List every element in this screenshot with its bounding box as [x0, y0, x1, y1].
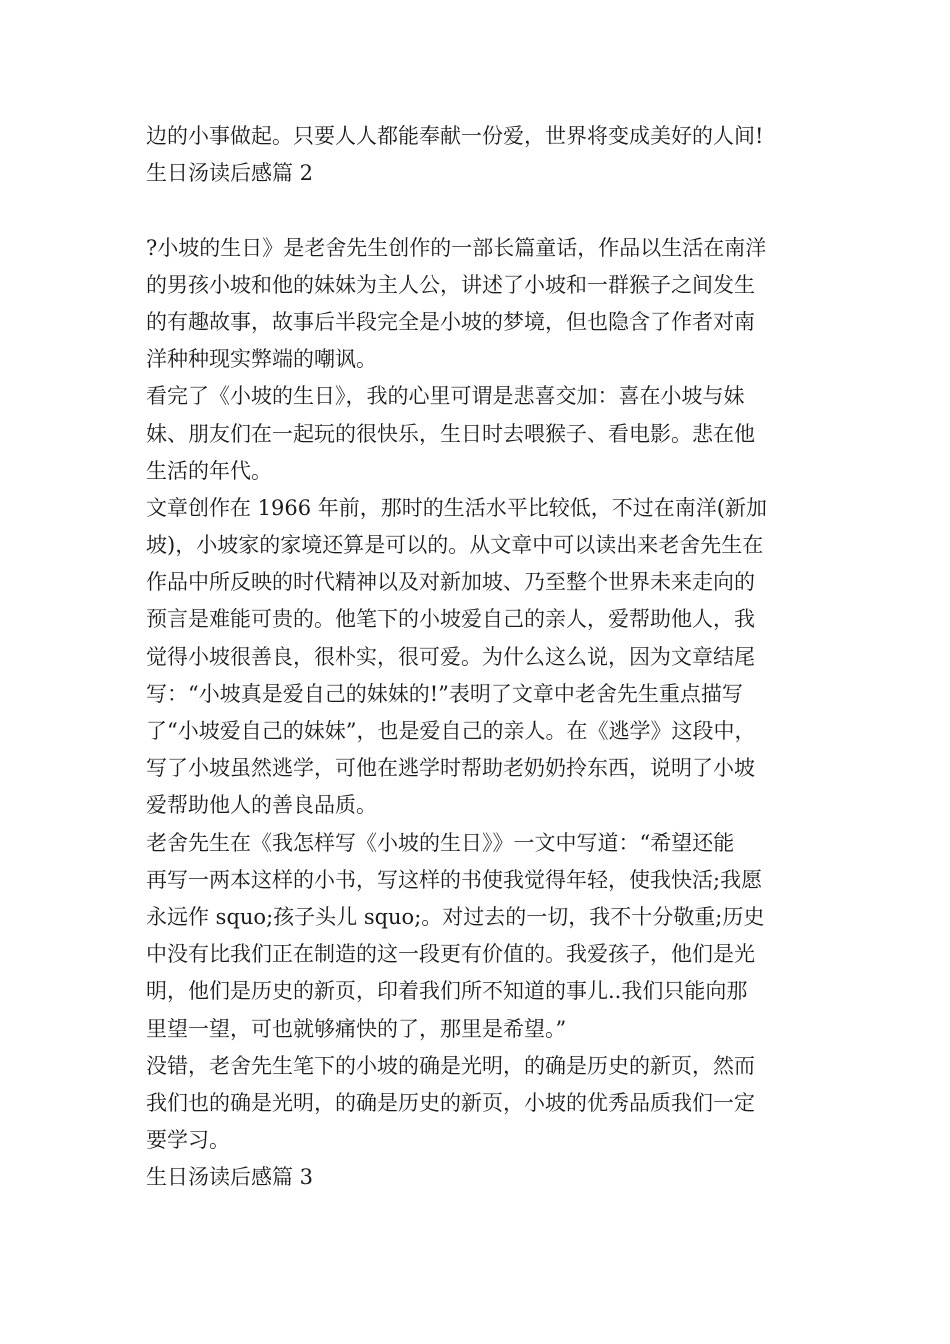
text-line: 的有趣故事，故事后半段完全是小坡的梦境，但也隐含了作者对南	[146, 309, 755, 334]
text-line: 坡)，小坡家的家境还算是可以的。从文章中可以读出来老舍先生在	[146, 533, 764, 558]
text-line: 爱帮助他人的善良品质。	[146, 793, 377, 818]
section-heading: 生日汤读后感篇 2	[146, 161, 314, 186]
document-body	[146, 118, 816, 1196]
text-line: 了“小坡爱自己的妹妹”，也是爱自己的亲人。在《逃学》这段中，	[146, 719, 756, 743]
text-line: 文章创作在 1966 年前，那时的生活水平比较低，不过在南洋(新加	[146, 495, 767, 520]
text-line: 老舍先生在《我怎样写《小坡的生日》》一文中写道：“希望还能	[146, 830, 735, 855]
text-line: 永远作 squo;孩子头儿 squo;。对过去的一切，我不十分敬重;历史	[146, 904, 765, 929]
text-line: 写了小坡虽然逃学，可他在逃学时帮助老奶奶拎东西，说明了小坡	[146, 756, 755, 781]
text-line: 生活的年代。	[146, 458, 272, 483]
text-line: 边的小事做起。只要人人都能奉献一份爱，世界将变成美好的人间!	[146, 124, 764, 148]
text-line: 中没有比我们正在制造的这一段更有价值的。我爱孩子，他们是光	[146, 942, 755, 967]
text-line: 写：“小坡真是爱自己的妹妹的!”表明了文章中老舍先生重点描写	[146, 681, 743, 706]
text-line: 里望一望，可也就够痛快的了，那里是希望。”	[146, 1016, 567, 1041]
text-line: 觉得小坡很善良，很朴实，很可爱。为什么这么说，因为文章结尾	[146, 644, 755, 669]
text-line: 明，他们是历史的新页，印着我们所不知道的事儿..我们只能向那	[146, 979, 748, 1004]
text-line: 妹、朋友们在一起玩的很快乐，生日时去喂猴子、看电影。悲在他	[146, 421, 755, 446]
text-line: 再写一两本这样的小书，写这样的书使我觉得年轻，使我快活;我愿	[146, 867, 763, 892]
text-line: 预言是难能可贵的。他笔下的小坡爱自己的亲人，爱帮助他人，我	[146, 607, 755, 632]
text-line: 我们也的确是光明，的确是历史的新页，小坡的优秀品质我们一定	[146, 1090, 755, 1115]
section-heading: 生日汤读后感篇 3	[146, 1165, 314, 1190]
text-line: 作品中所反映的时代精神以及对新加坡、乃至整个世界未来走向的	[146, 570, 755, 595]
text-line: 没错，老舍先生笔下的小坡的确是光明，的确是历史的新页，然而	[146, 1053, 755, 1078]
blank-line	[146, 192, 816, 229]
text-line: 看完了《小坡的生日》，我的心里可谓是悲喜交加：喜在小坡与妹	[146, 384, 745, 409]
text-line: ?小坡的生日》是老舍先生创作的一部长篇童话，作品以生活在南洋	[146, 235, 767, 260]
text-line: 洋种种现实弊端的嘲讽。	[146, 347, 377, 372]
text-line: 的男孩小坡和他的妹妹为主人公，讲述了小坡和一群猴子之间发生	[146, 272, 755, 297]
text-line: 要学习。	[146, 1128, 230, 1153]
